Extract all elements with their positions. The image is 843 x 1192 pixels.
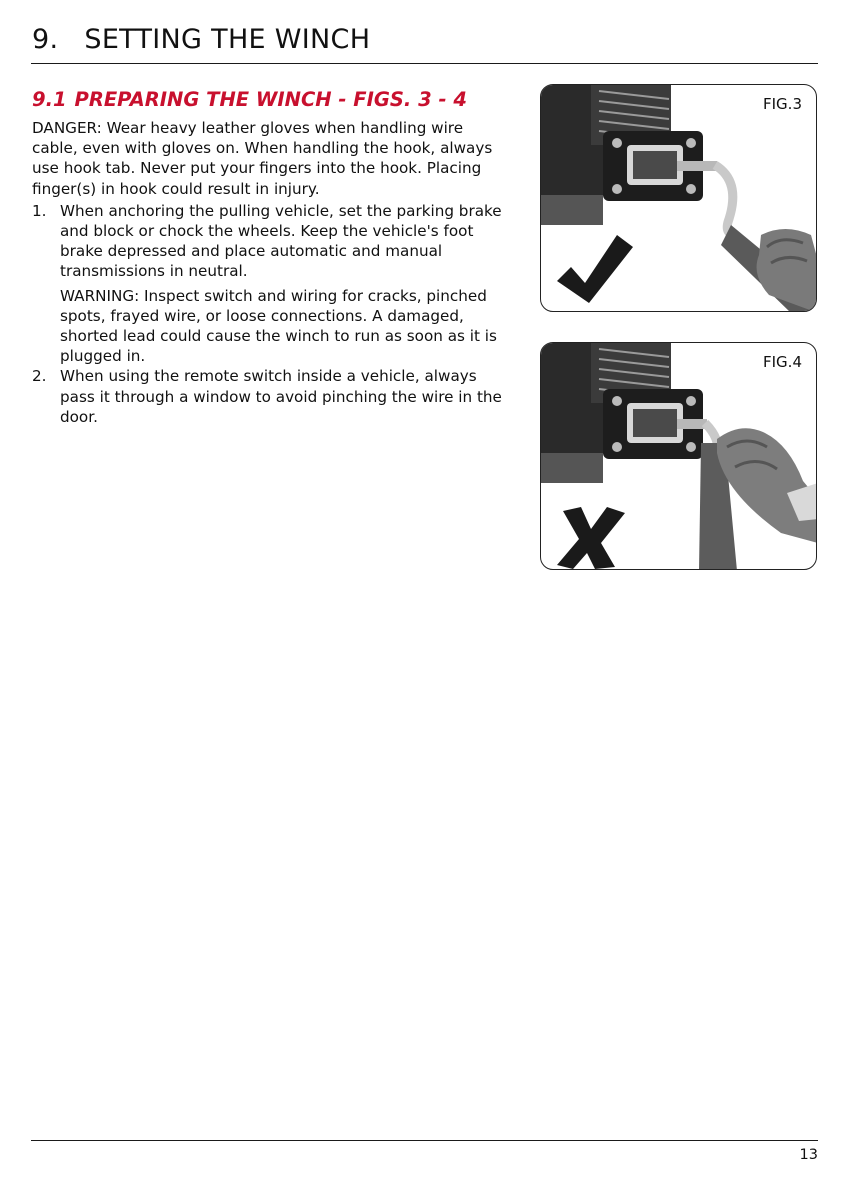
check-mark-icon (557, 235, 633, 303)
list-item (32, 366, 507, 427)
step-body (60, 366, 507, 427)
figure-label: FIG.3 (763, 95, 802, 113)
step-number: 1. (32, 201, 47, 220)
figure-3 (540, 84, 817, 312)
cross-mark-icon (557, 507, 625, 569)
step-text: When anchoring the pulling vehicle, set the parking brake and block or chock the wheels. Keep the vehicle's foot brake depressed and place automatic and manual transmissions in neutral. (60, 201, 502, 281)
step-number: 2. (32, 367, 47, 386)
top-rule (31, 63, 818, 64)
warning-paragraph: WARNING: Inspect switch and wiring for cracks, pinched spots, frayed wire, or loose connections. A damaged, shorted lead could cause the winch to run as soon as it is plugged in. (60, 286, 497, 366)
steps-list (32, 201, 507, 427)
chapter-title (32, 24, 370, 55)
step-body (60, 201, 507, 367)
body-text (32, 118, 507, 427)
section-title (32, 88, 467, 111)
figure-4 (540, 342, 817, 570)
chapter-title-text: SETTING THE WINCH (84, 24, 371, 55)
chapter-number: 9. (32, 24, 59, 55)
section-title-text: PREPARING THE WINCH - FIGS. 3 - 4 (74, 88, 467, 111)
figure-3-illustration (541, 85, 817, 312)
figure-label: FIG.4 (763, 353, 802, 371)
figure-4-illustration (541, 343, 817, 570)
page-number: 13 (799, 1147, 818, 1163)
section-number: 9.1 (32, 88, 67, 111)
danger-paragraph: DANGER: Wear heavy leather gloves when handling wire cable, even with gloves on. When handling the hook, always use hook tab. Never put your fingers into the hook. Placing finger(s) in hook could result in injury. (32, 119, 493, 198)
list-item (32, 201, 507, 367)
footer-rule (31, 1140, 818, 1141)
step-text: When using the remote switch inside a vehicle, always pass it through a window to avoid pinching the wire in the door. (60, 367, 502, 426)
